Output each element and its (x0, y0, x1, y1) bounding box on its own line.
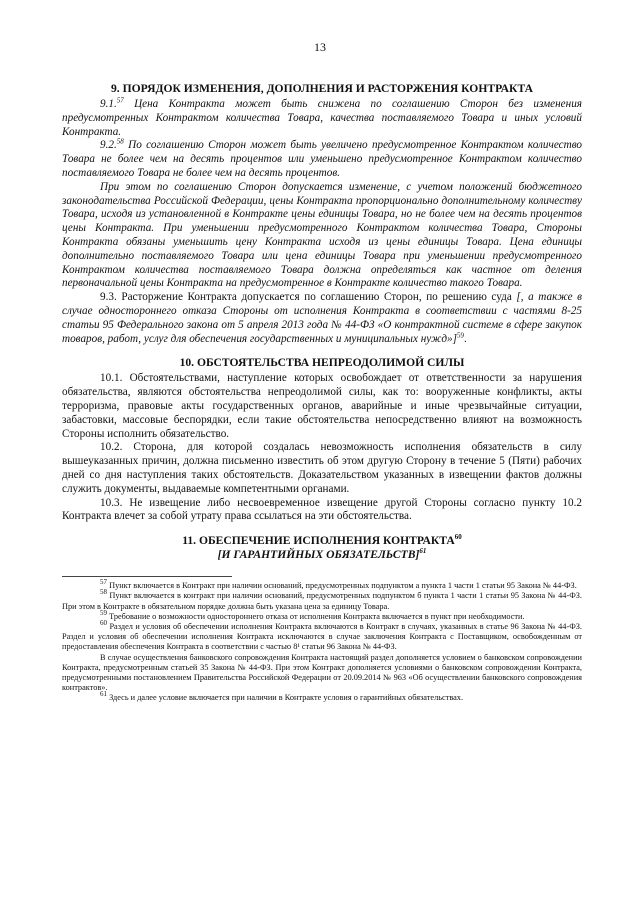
footnote-number: 60 (100, 619, 107, 628)
clause-10-1: 10.1. Обстоятельствами, наступление которых освобождает от ответственности за нарушения обязательства, являются обстоятельства непреодолимой силы, как то: вооруженные конфликты, акты терроризма, правовые акты государственных органов, аварийные и иные чрезвычайные ситуации, забастовки, массовые беспорядки, если такие обстоятельства непосредственно влияют на возможность Стороны исполнить обязательство. (62, 372, 582, 440)
clause-9-2-text: По соглашению Сторон может быть увеличено предусмотренное Контрактом количество Товара не более чем на десять процентов или уменьшено предусмотренное Контрактом количество поставляемого Товара не более чем на десять процентов. (62, 139, 582, 179)
page-content (62, 70, 582, 704)
footnote-text: Требование о возможности одностороннего отказа от исполнения Контракта включается в пункт при необходимости. (107, 611, 525, 621)
footnote-58 (62, 588, 582, 611)
clause-9-1 (62, 98, 582, 139)
footnote-text: Пункт включается в Контракт при наличии оснований, предусмотренных подпунктом а пункта 1 части 1 статьи 95 Закона № 44-ФЗ. (107, 581, 577, 591)
clause-9-3-text: 9.3. Расторжение Контракта допускается по соглашению Сторон, по решению суда (100, 291, 517, 304)
section-11-subtitle-text: [И ГАРАНТИЙНЫХ ОБЯЗАТЕЛЬСТВ] (217, 548, 420, 562)
footnote-number: 59 (100, 608, 107, 617)
footnote-ref-57[interactable]: 57 (116, 96, 124, 105)
footnote-text: Раздел и условия об обеспечении исполнения Контракта включаются в Контракт в случаях, указанных в статье 96 Закона № 44-ФЗ. Раздел и условия об обеспечении исполнения Контракта исключаются в случае заключения Контракта с Поставщиком, освобожденным от предоставления обеспечения Контракта в соответствии с частью 8¹ статьи 96 Закона № 44-ФЗ. (62, 621, 582, 652)
section-11-title: 11. ОБЕСПЕЧЕНИЕ ИСПОЛНЕНИЯ КОНТРАКТА (182, 534, 455, 548)
footnote-separator (62, 576, 232, 577)
footnote-ref-59[interactable]: 59 (457, 330, 464, 339)
footnote-ref-58[interactable]: 58 (116, 137, 124, 146)
clause-10-2: 10.2. Сторона, для которой создалась невозможность исполнения обязательств в силу вышеуказанных причин, должна письменно известить об этом другую Сторону в течение 5 (Пяти) рабочих дней со дня наступления таких обстоятельств. Доказательством указанных в извещении фактов должны служить документы, выдаваемые компетентными органами. (62, 441, 582, 495)
clause-9-2-continuation: При этом по соглашению Сторон допускается изменение, с учетом положений бюджетного законодательства Российской Федерации, цены Контракта пропорционально дополнительному количеству Товара, исходя из установленной в Контракте цены единицы Товара, но не более чем на десять процентов цены Контракта. При уменьшении предусмотренного Контрактом количества Товара, Стороны Контракта обязаны уменьшить цену Контракта исходя из цены единицы Товара. Цена единицы дополнительно поставляемого Товара или цена единицы Товара при уменьшении предусмотренного Контрактом количества поставляемого Товара должна определяться как частное от деления первоначальной цены Контракта на предусмотренное в Контракте количество такого Товара. (62, 180, 582, 290)
footnote-57 (62, 578, 582, 591)
footnote-number: 61 (100, 690, 107, 699)
clause-9-1-number: 9.1. (100, 98, 117, 110)
clause-9-3 (62, 291, 582, 346)
footnote-59 (62, 608, 582, 622)
footnote-61 (62, 690, 582, 703)
page-number: 13 (314, 40, 326, 54)
footnote-number: 58 (100, 588, 107, 597)
section-10-heading: 10. ОБСТОЯТЕЛЬСТВА НЕПРЕОДОЛИМОЙ СИЛЫ (179, 356, 465, 370)
section-11-heading (62, 534, 582, 562)
clause-10-3: 10.3. Не извещение либо несвоевременное извещение другой Стороны согласно пункту 10.2 Контракта влечет за собой утрату права ссылаться на эти обстоятельства. (62, 496, 582, 523)
clause-9-1-text: Цена Контракта может быть снижена по соглашению Сторон без изменения предусмотренных Контрактом количества Товара, качества поставляемого Товара и иных условий Контракта. (62, 98, 582, 138)
footnote-text: Пункт включается в контракт при наличии оснований, предусмотренных подпунктом б пункта 1 части 1 статьи 95 Закона № 44-ФЗ. При этом в Контракте в обязательном порядке должна быть указана цена за единицу Товара. (62, 591, 582, 611)
clause-9-2 (62, 139, 582, 180)
section-11-subtitle (62, 548, 582, 562)
section-9-heading: 9. ПОРЯДОК ИЗМЕНЕНИЯ, ДОПОЛНЕНИЯ И РАСТОРЖЕНИЯ КОНТРАКТА (111, 82, 533, 95)
footnote-ref-60[interactable]: 60 (454, 533, 462, 542)
footnote-60 (62, 619, 582, 653)
clause-9-3-optional-text: [, а также в случае одностороннего отказа Стороны от исполнения Контракта в соответствии с частями 8-25 статьи 95 Федерального закона от 5 апреля 2013 года № 44-ФЗ «О контрактной системе в сфере закупок товаров, работ, услуг для обеспечения государственных и муниципальных нужд»] (62, 291, 582, 345)
footnote-ref-61[interactable]: 61 (419, 547, 427, 556)
footnote-text: В случае осуществления банковского сопровождения Контракта настоящий раздел дополняется условием о банковском сопровождении Контракта, предусмотренным статьей 35 Закона № 44-ФЗ. При этом Контракт дополняется условиями о банковском сопровождении Контракта, предусмотренными постановлением Правительства Российской Федерации от 20.09.2014 № 963 «Об осуществлении банковского сопровождения контрактов». (62, 652, 582, 693)
footnote-60-continuation (62, 653, 582, 694)
footnote-number: 57 (100, 578, 107, 587)
clause-9-3-end: . (464, 332, 467, 345)
footnote-text: Здесь и далее условие включается при наличии в Контракте условия о гарантийных обязательствах. (107, 693, 464, 703)
clause-9-2-number: 9.2. (100, 139, 117, 152)
footnotes (62, 578, 582, 703)
